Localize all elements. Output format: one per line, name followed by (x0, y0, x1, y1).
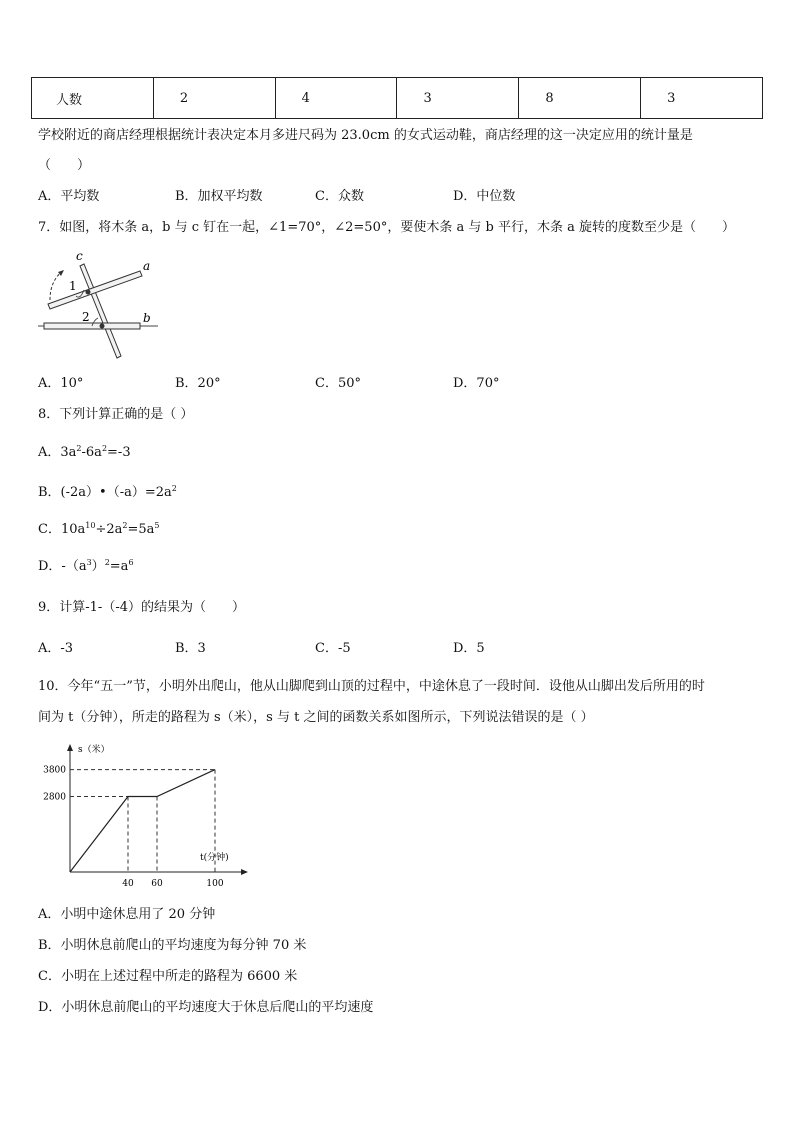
q7-option-d: D．70° (453, 376, 500, 391)
table-cell: 4 (275, 78, 397, 119)
q6-option-b: B．加权平均数 (175, 189, 263, 204)
q10-option-b: B．小明休息前爬山的平均速度为每分钟 70 米 (38, 938, 307, 953)
q10-option-d: D．小明休息前爬山的平均速度大于休息后爬山的平均速度 (38, 1000, 374, 1015)
nail-2 (100, 324, 105, 329)
x-tick-label: 100 (206, 879, 224, 889)
stats-table (31, 77, 763, 119)
label-c: c (76, 249, 83, 263)
q7-stem: 7．如图，将木条 a，b 与 c 钉在一起，∠1=70°，∠2=50°，要使木条 a 与 b 平行，木条 a 旋转的度数至少是（ ） (38, 220, 735, 235)
label-b: b (143, 311, 151, 325)
q10-option-a: A．小明中途休息用了 20 分钟 (38, 907, 216, 922)
y-tick-label: 3800 (43, 765, 66, 776)
series-line (70, 770, 215, 872)
q8-option-a: A．$3a^2-6a^2=-3$ (38, 444, 131, 460)
table-cell: 3 (397, 78, 519, 119)
label-a: a (143, 259, 151, 273)
rotation-arrow (50, 270, 64, 300)
q8-stem: 8．下列计算正确的是（ ） (38, 407, 194, 422)
q10-graph (30, 738, 260, 894)
y-tick-label: 2800 (43, 792, 66, 803)
table-row (32, 78, 763, 119)
q9-option-a: A．-3 (38, 641, 74, 656)
label-angle2: 2 (82, 310, 90, 324)
q7-option-c: C．50° (315, 376, 361, 391)
q8-option-b: B．$(-2a)•(-a)=2a^2$ (38, 484, 177, 500)
q7-option-b: B．20° (175, 376, 221, 391)
q10-option-c: C．小明在上述过程中所走的路程为 6600 米 (38, 969, 298, 984)
q9-option-d: D．5 (453, 641, 485, 656)
q7-figure (36, 248, 160, 362)
q8-option-d: D．$-(a^3)^2=a^6$ (38, 558, 134, 574)
x-tick-label: 40 (122, 879, 134, 889)
y-axis-arrow (67, 744, 73, 751)
q6-option-a: A．平均数 (38, 189, 100, 204)
q7-option-a: A．10° (38, 376, 84, 391)
x-tick-label: 60 (151, 879, 163, 889)
q8-option-c: C．$10a^{10}\div 2a^2=5a^5$ (38, 521, 160, 537)
y-axis-label: s（米） (78, 745, 110, 755)
x-axis-arrow (241, 869, 248, 875)
q9-stem: 9．计算-1-（-4）的结果为（ ） (38, 600, 245, 615)
label-angle1: 1 (69, 279, 77, 293)
x-axis-label: t(分钟) (200, 853, 229, 863)
q9-option-c: C．-5 (315, 641, 351, 656)
q6-option-d: D．中位数 (453, 189, 516, 204)
q10-line1: 10．今年“五一”节，小明外出爬山，他从山脚爬到山顶的过程中，中途休息了一段时间．设他从山脚出发后所用的时 (38, 679, 705, 694)
table-cell: 2 (153, 78, 275, 119)
q6-option-c: C．众数 (315, 189, 364, 204)
q6-line1: 学校附近的商店经理根据统计表决定本月多进尺码为 23.0cm 的女式运动鞋，商店经理的这一决定应用的统计量是 (38, 128, 693, 143)
q6-line2: （ ） (38, 158, 91, 173)
q10-line2: 间为 t（分钟），所走的路程为 s（米），s 与 t 之间的函数关系如图所示，下列说法错误的是（ ） (38, 710, 594, 725)
table-cell: 3 (641, 78, 763, 119)
q9-option-b: B．3 (175, 641, 206, 656)
table-cell: 人数 (32, 78, 154, 119)
table-cell: 8 (519, 78, 641, 119)
nail-1 (86, 290, 91, 295)
